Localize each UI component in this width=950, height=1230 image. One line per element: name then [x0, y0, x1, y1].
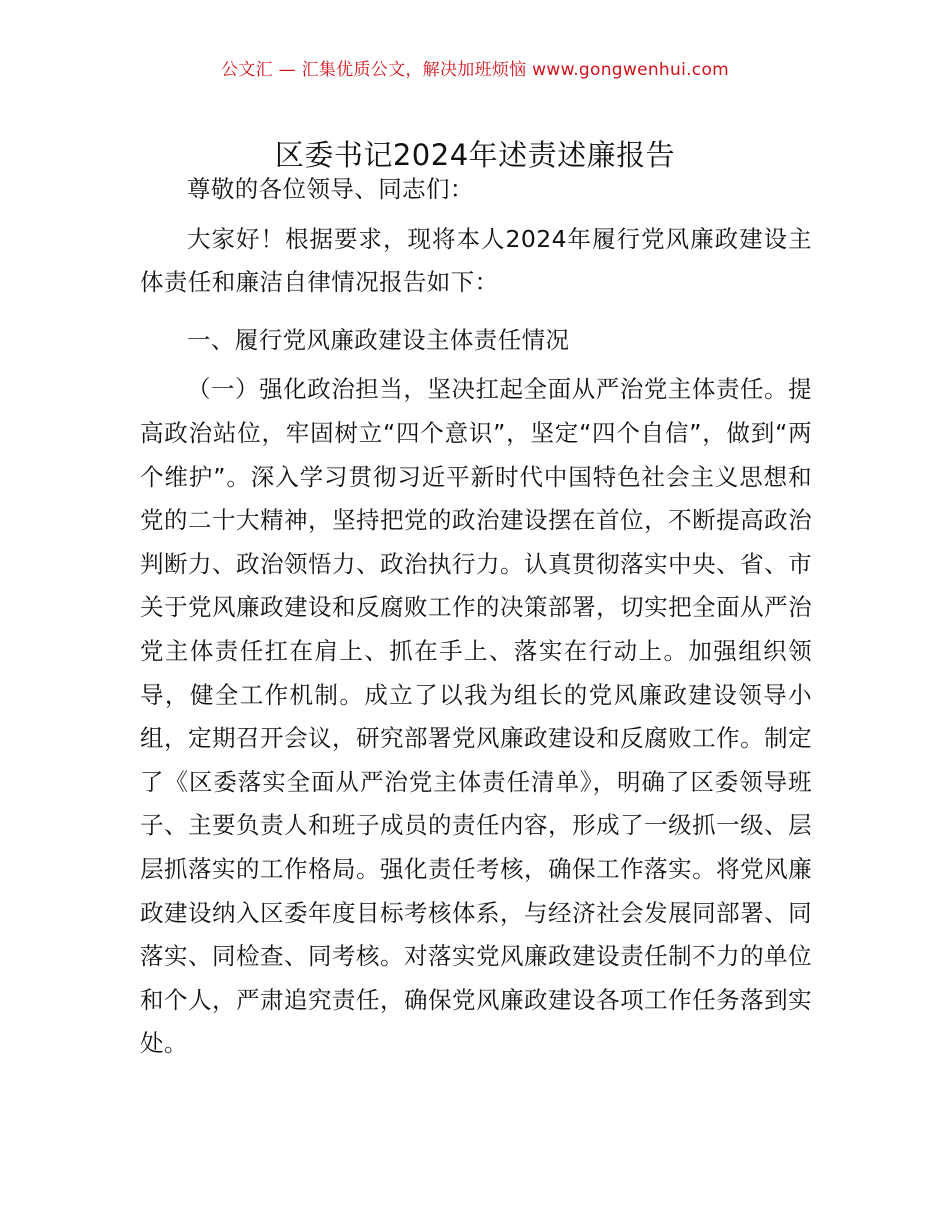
salutation: 尊敬的各位领导、同志们：	[187, 175, 474, 203]
document-body	[140, 168, 812, 1080]
intro-paragraph: 大家好！根据要求，现将本人2024年履行党风廉政建设主体责任和廉洁自律情况报告如下：	[140, 224, 812, 297]
page-title: 区委书记2024年述责述廉报告	[274, 138, 676, 173]
section-heading: 一、履行党风廉政建设主体责任情况	[187, 325, 570, 354]
website-banner: 公文汇 — 汇集优质公文，解决加班烦恼 www.gongwenhui.com	[220, 60, 730, 80]
subsection-paragraph: （一）强化政治担当，坚决扛起全面从严治党主体责任。提高政治站位，牢固树立“四个意识”，坚定“四个自信”，做到“两个维护”。深入学习贯彻习近平新时代中国特色社会主义思想和党的二十大精神，坚持把党的政治建设摆在首位，不断提高政治判断力、政治领悟力、政治执行力。认真贯彻落实中央、省、市关于党风廉政建设和反腐败工作的决策部署，切实把全面从严治党主体责任扛在肩上、抓在手上、落实在行动上。加强组织领导，健全工作机制。成立了以我为组长的党风廉政建设领导小组，定期召开会议，研究部署党风廉政建设和反腐败工作。制定了《区委落实全面从严治党主体责任清单》，明确了区委领导班子、主要负责人和班子成员的责任内容，形成了一级抓一级、层层抓落实的工作格局。强化责任考核，确保工作落实。将党风廉政建设纳入区委年度目标考核体系，与经济社会发展同部署、同落实、同检查、同考核。对落实党风廉政建设责任制不力的单位和个人，严肃追究责任，确保党风廉政建设各项工作任务落到实处。	[140, 375, 812, 1058]
